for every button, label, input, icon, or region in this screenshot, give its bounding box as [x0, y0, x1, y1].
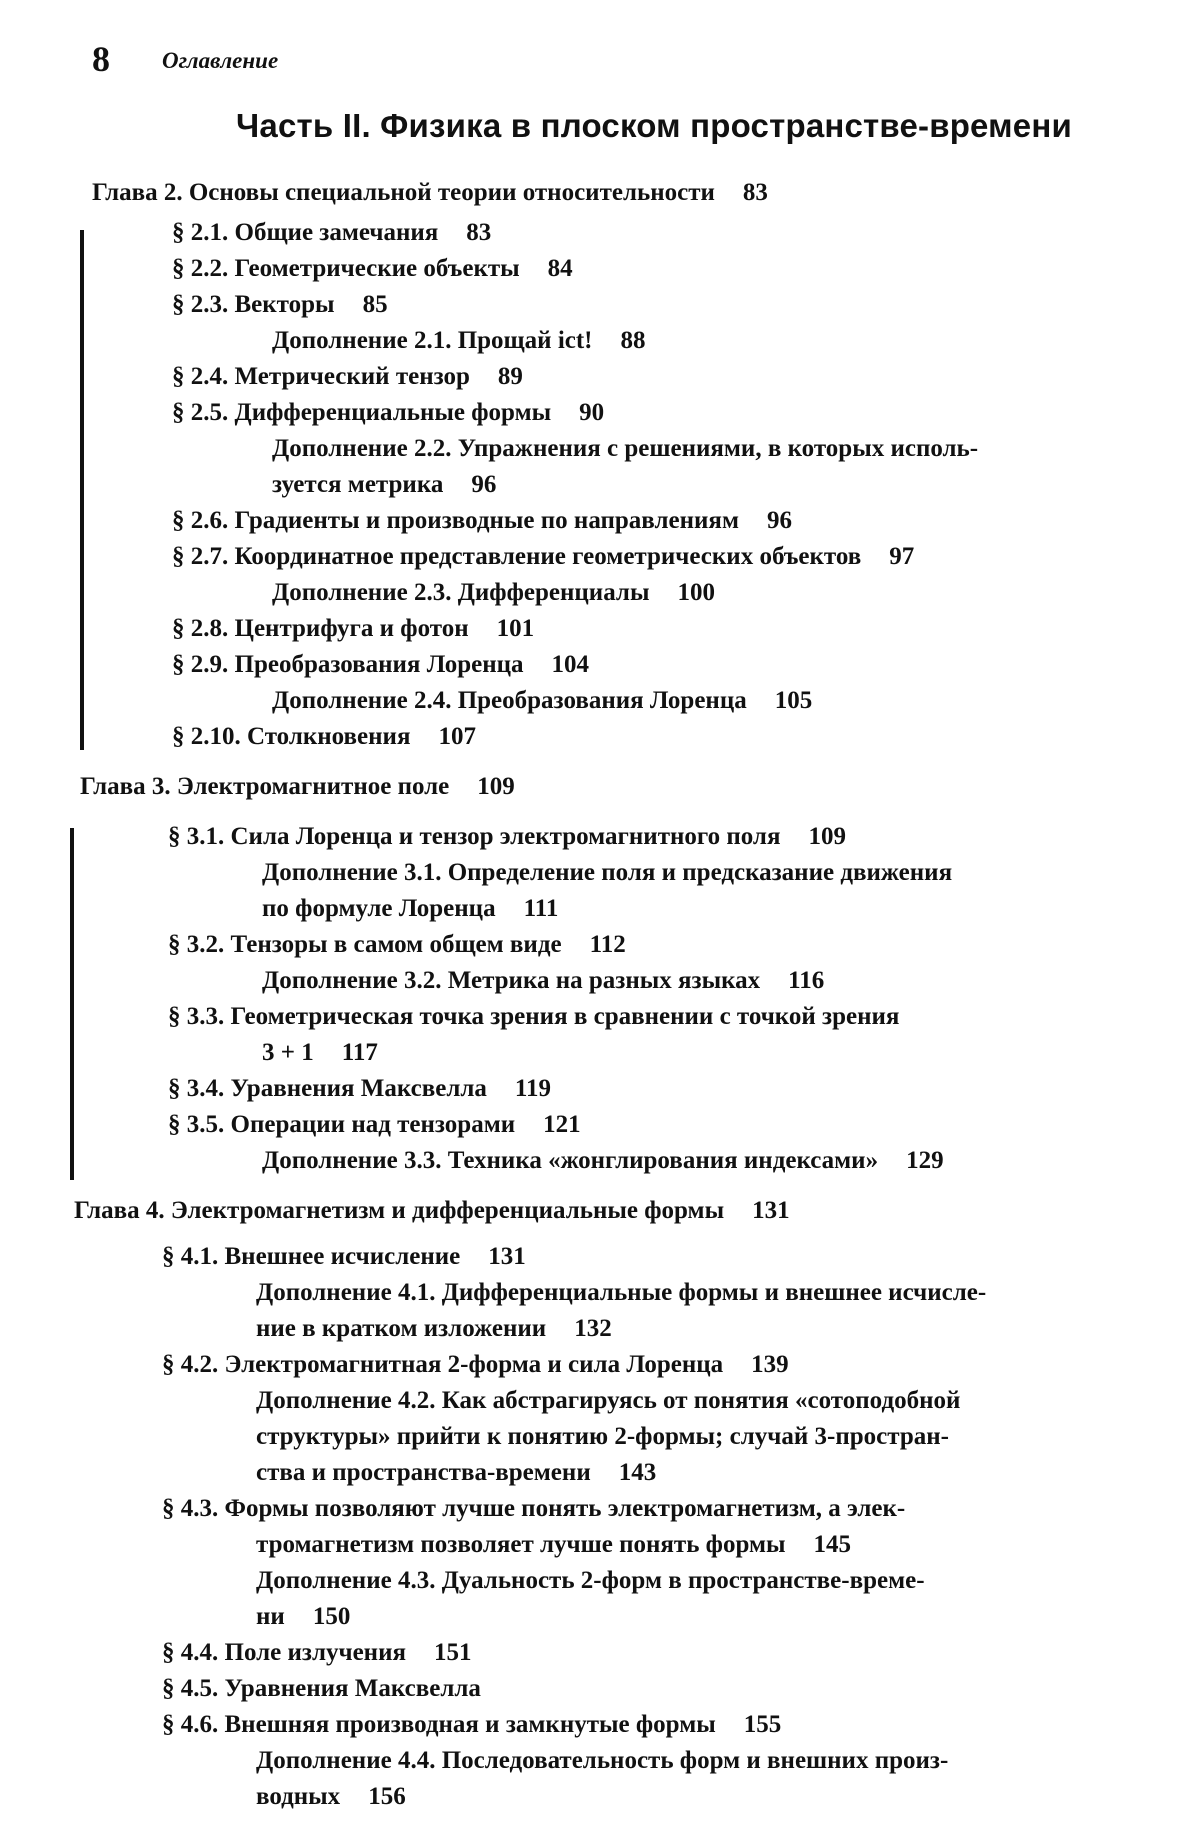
toc-supplement — [262, 966, 824, 996]
supplement-title: Дополнение 4.3. Дуальность 2-форм в пространстве-време- — [256, 1567, 925, 1594]
supplement-title: ства и пространства-времени — [256, 1459, 591, 1486]
section-number: § 4.1. — [162, 1243, 219, 1270]
section-title: Внешнее исчисление — [224, 1243, 461, 1270]
supplement-title: Дополнение 2.2. Упражнения с решениями, в которых исполь- — [272, 435, 979, 462]
section-title: Операции над тензорами — [230, 1111, 516, 1138]
page-ref: 155 — [743, 1711, 782, 1738]
section-title: Формы позволяют лучше понять электромагнетизм, а элек- — [224, 1495, 906, 1522]
running-title: Оглавление — [162, 48, 279, 73]
page-ref: 107 — [438, 723, 476, 750]
page-ref: 109 — [477, 773, 515, 800]
supplement-title: водных — [256, 1783, 341, 1810]
chapter-heading — [92, 178, 768, 208]
section-title: Градиенты и производные по направлениям — [234, 507, 739, 534]
page-ref: 85 — [362, 291, 388, 318]
section-title: Геометрические объекты — [234, 255, 520, 282]
toc-supplement — [272, 686, 812, 716]
toc-supplement — [262, 1146, 944, 1176]
toc-supplement — [272, 326, 646, 356]
section-title: Центрифуга и фотон — [234, 615, 469, 642]
toc-supplement-cont — [262, 894, 558, 924]
page-ref: 89 — [497, 363, 523, 390]
page-ref: 83 — [742, 179, 768, 206]
section-number: § 2.2. — [172, 255, 229, 282]
chapter-title: Глава 3. Электромагнитное поле — [80, 773, 450, 800]
toc-section — [168, 930, 626, 960]
section-number: § 2.3. — [172, 291, 229, 318]
page-ref: 131 — [488, 1243, 526, 1270]
page-ref: 111 — [523, 895, 559, 922]
page-ref: 145 — [813, 1531, 852, 1558]
section-title: Внешняя производная и замкнутые формы — [224, 1711, 716, 1738]
chapter-heading — [74, 1196, 790, 1226]
toc-supplement — [272, 434, 978, 464]
page-ref: 112 — [589, 931, 626, 958]
supplement-title: Дополнение 3.1. Определение поля и предсказание движения — [262, 859, 953, 886]
toc-section — [162, 1242, 526, 1272]
toc-supplement-cont — [272, 470, 496, 500]
section-title: Уравнения Максвелла — [230, 1075, 487, 1102]
chapter-title: Глава 4. Электромагнетизм и дифференциальные формы — [74, 1197, 725, 1224]
toc-section — [162, 1350, 789, 1380]
section-title: Векторы — [234, 291, 335, 318]
toc-section — [172, 362, 523, 392]
toc-section — [172, 722, 476, 752]
page-ref: 109 — [808, 823, 846, 850]
section-number: § 2.4. — [172, 363, 229, 390]
section-number: § 3.1. — [168, 823, 225, 850]
part-title: Часть II. Физика в плоском пространстве-времени — [236, 107, 1072, 144]
chapter-title: Глава 2. Основы специальной теории относительности — [92, 179, 715, 206]
supplement-title: Дополнение 2.1. Прощай ict! — [272, 327, 593, 354]
page-ref: 119 — [514, 1075, 552, 1102]
page-ref: 97 — [889, 543, 915, 570]
margin-bar — [70, 828, 74, 1180]
section-number: § 2.8. — [172, 615, 229, 642]
toc-section — [172, 542, 914, 572]
toc-section — [162, 1494, 905, 1524]
section-title: тромагнетизм позволяет лучше понять формы — [256, 1531, 786, 1558]
supplement-title: Дополнение 3.3. Техника «жонглирования индексами» — [262, 1147, 879, 1174]
section-number: § 4.6. — [162, 1711, 219, 1738]
page-ref: 117 — [341, 1039, 378, 1066]
supplement-title: ни — [256, 1603, 285, 1630]
toc-supplement — [262, 858, 952, 888]
supplement-title: Дополнение 4.4. Последовательность форм и внешних произ- — [256, 1747, 949, 1774]
toc-supplement-cont — [256, 1782, 406, 1812]
margin-bar — [80, 230, 84, 750]
supplement-title: структуры» прийти к понятию 2-формы; случай 3-простран- — [256, 1423, 949, 1450]
section-title: Координатное представление геометрических объектов — [234, 543, 862, 570]
toc-section — [172, 650, 589, 680]
toc-supplement — [256, 1746, 948, 1776]
section-number: § 2.9. — [172, 651, 229, 678]
page-ref: 116 — [788, 967, 825, 994]
toc-section — [168, 1074, 551, 1104]
supplement-title: Дополнение 2.4. Преобразования Лоренца — [272, 687, 747, 714]
toc-supplement — [272, 578, 715, 608]
page-ref: 96 — [471, 471, 497, 498]
section-number: § 3.5. — [168, 1111, 225, 1138]
toc-section — [172, 398, 604, 428]
section-number: § 4.5. — [162, 1675, 219, 1702]
section-title: Метрический тензор — [234, 363, 470, 390]
page-ref: 131 — [752, 1197, 790, 1224]
page-ref: 100 — [677, 579, 715, 606]
toc-supplement — [256, 1278, 986, 1308]
toc-section — [172, 614, 534, 644]
section-title: Тензоры в самом общем виде — [230, 931, 562, 958]
page-ref: 121 — [543, 1111, 581, 1138]
section-number: § 2.7. — [172, 543, 229, 570]
supplement-title: Дополнение 2.3. Дифференциалы — [272, 579, 650, 606]
supplement-title: Дополнение 4.1. Дифференциальные формы и внешнее исчисле- — [256, 1279, 987, 1306]
supplement-title: зуется метрика — [272, 471, 444, 498]
section-number: § 4.2. — [162, 1351, 219, 1378]
section-number: § 2.1. — [172, 219, 229, 246]
page-ref: 101 — [496, 615, 535, 642]
section-title: Дифференциальные формы — [234, 399, 552, 426]
page-ref: 105 — [774, 687, 813, 714]
toc-section — [162, 1710, 781, 1740]
page-ref: 88 — [620, 327, 646, 354]
page-ref: 151 — [434, 1639, 472, 1666]
toc-supplement-cont — [256, 1314, 612, 1344]
section-number: § 3.2. — [168, 931, 225, 958]
page-ref: 139 — [751, 1351, 789, 1378]
section-title: Электромагнитная 2-форма и сила Лоренца — [224, 1351, 724, 1378]
section-number: § 4.3. — [162, 1495, 219, 1522]
toc-supplement-cont — [256, 1458, 656, 1488]
supplement-title: ние в кратком изложении — [256, 1315, 547, 1342]
page-ref: 143 — [618, 1459, 657, 1486]
toc-section — [162, 1638, 472, 1668]
section-number: § 2.10. — [172, 723, 241, 750]
section-title: Общие замечания — [234, 219, 439, 246]
supplement-title: Дополнение 3.2. Метрика на разных языках — [262, 967, 761, 994]
section-number: § 4.4. — [162, 1639, 219, 1666]
toc-section-cont — [256, 1530, 851, 1560]
toc-supplement-cont — [256, 1422, 949, 1452]
toc-section — [162, 1674, 481, 1704]
page-number: 8 — [92, 39, 110, 79]
section-title: Геометрическая точка зрения в сравнении с точкой зрения — [230, 1003, 900, 1030]
section-title: 3 + 1 — [262, 1039, 314, 1066]
section-title: Поле излучения — [224, 1639, 406, 1666]
toc-section — [168, 1110, 581, 1140]
chapter-heading — [80, 772, 515, 802]
page-ref: 90 — [579, 399, 605, 426]
section-number: § 3.4. — [168, 1075, 225, 1102]
toc-supplement — [256, 1386, 960, 1416]
toc-section — [172, 254, 573, 284]
toc-section — [168, 822, 846, 852]
page-ref: 96 — [766, 507, 792, 534]
section-number: § 2.6. — [172, 507, 229, 534]
page-ref: 132 — [574, 1315, 612, 1342]
section-title: Столкновения — [247, 723, 411, 750]
page-ref: 129 — [906, 1147, 944, 1174]
toc-section — [172, 218, 491, 248]
page-ref: 83 — [466, 219, 492, 246]
page-ref: 104 — [551, 651, 590, 678]
page-ref: 150 — [312, 1603, 351, 1630]
toc-section-cont — [262, 1038, 378, 1068]
toc-supplement — [256, 1566, 925, 1596]
section-title: Сила Лоренца и тензор электромагнитного поля — [230, 823, 781, 850]
supplement-title: Дополнение 4.2. Как абстрагируясь от понятия «сотоподобной — [256, 1387, 961, 1414]
toc-section — [172, 506, 792, 536]
section-title: Уравнения Максвелла — [224, 1675, 481, 1702]
section-title: Преобразования Лоренца — [234, 651, 524, 678]
toc-supplement-cont — [256, 1602, 350, 1632]
supplement-title: по формуле Лоренца — [262, 895, 496, 922]
page-ref: 156 — [368, 1783, 406, 1810]
section-number: § 3.3. — [168, 1003, 225, 1030]
section-number: § 2.5. — [172, 399, 229, 426]
page-ref: 84 — [547, 255, 573, 282]
toc-section — [168, 1002, 899, 1032]
toc-section — [172, 290, 388, 320]
